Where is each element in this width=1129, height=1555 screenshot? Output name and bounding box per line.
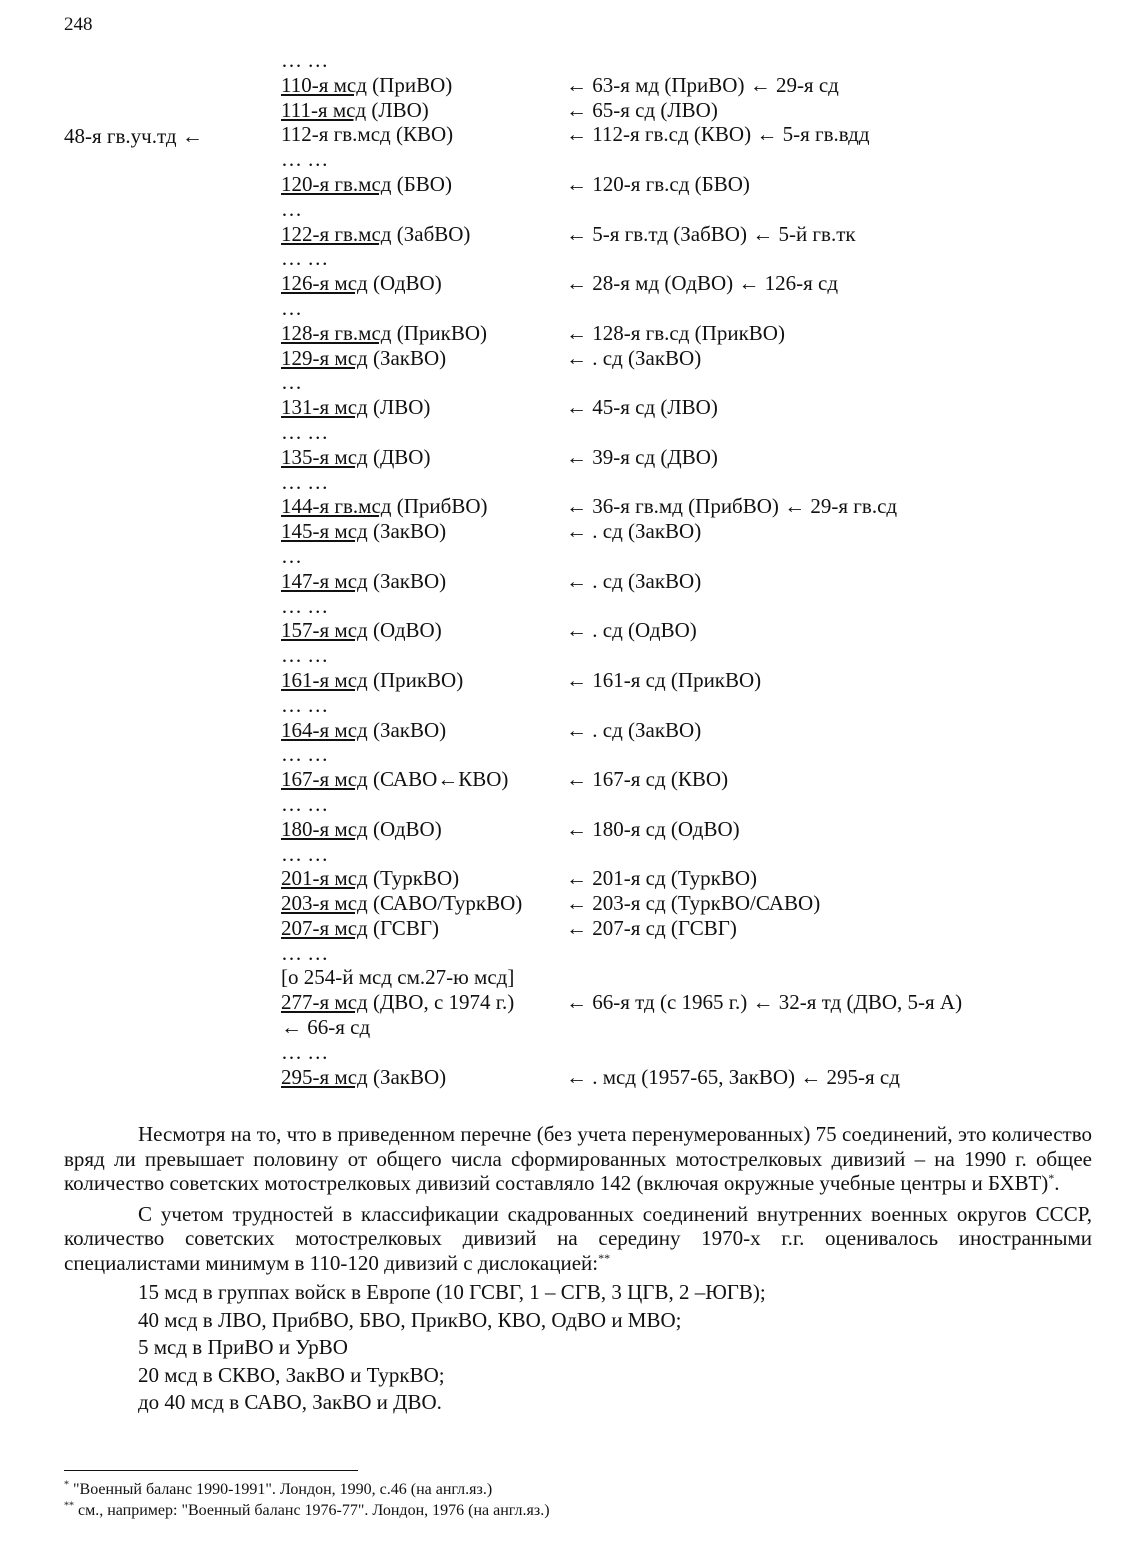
footnote-2-mark: ** bbox=[64, 1500, 74, 1512]
district: (САВО/ТуркВО) bbox=[367, 891, 523, 916]
division-list bbox=[281, 48, 1111, 1089]
district: (ЛВО) bbox=[367, 395, 431, 420]
ellipsis: … … bbox=[281, 1039, 329, 1064]
ellipsis: … … bbox=[281, 643, 329, 668]
division-number: 120-я гв.мсд bbox=[281, 171, 392, 196]
division-name bbox=[281, 866, 459, 891]
lineage: ← . сд (ЗакВО) bbox=[566, 717, 702, 742]
district: (ТуркВО) bbox=[367, 866, 460, 891]
division-name bbox=[281, 569, 446, 594]
district: (ПрикВО) bbox=[367, 667, 464, 692]
table-row bbox=[281, 618, 1111, 643]
division-number: 126-я мсд bbox=[281, 271, 368, 296]
ellipsis: … bbox=[281, 295, 302, 320]
division-number: 167-я мсд bbox=[281, 767, 368, 792]
table-row bbox=[281, 866, 1111, 891]
footnote-mark-2: ** bbox=[598, 1250, 611, 1265]
division-name bbox=[281, 494, 487, 519]
division-name bbox=[281, 346, 446, 371]
table-row bbox=[281, 569, 1111, 594]
table-row bbox=[281, 990, 1111, 1015]
division-name bbox=[281, 1015, 370, 1040]
division-name bbox=[281, 1040, 328, 1065]
division-name bbox=[281, 643, 328, 668]
lineage: ← . сд (ЗакВО) bbox=[566, 568, 702, 593]
table-row bbox=[281, 494, 1111, 519]
ellipsis: … … bbox=[281, 940, 329, 965]
table-row bbox=[281, 544, 1111, 569]
table-row bbox=[281, 842, 1111, 867]
table-row bbox=[281, 693, 1111, 718]
lineage: ← 36-я гв.мд (ПрибВО) ← 29-я гв.сд bbox=[566, 494, 898, 519]
list-item: 15 мсд в группах войск в Европе (10 ГСВГ, 1 – СГВ, 3 ЦГВ, 2 –ЮГВ); bbox=[138, 1280, 766, 1304]
ellipsis: … … bbox=[281, 742, 329, 767]
division-number: 203-я мсд bbox=[281, 891, 368, 916]
ellipsis: … … bbox=[281, 791, 329, 816]
list-item: до 40 мсд в САВО, ЗакВО и ДВО. bbox=[138, 1390, 442, 1414]
district: (ОдВО) bbox=[367, 618, 442, 643]
table-row bbox=[281, 147, 1111, 172]
district: (ЗакВО) bbox=[367, 519, 447, 544]
ellipsis: … … bbox=[281, 841, 329, 866]
table-row bbox=[281, 321, 1111, 346]
table-row bbox=[281, 519, 1111, 544]
paragraph-2-text: С учетом трудностей в классификации скадрованных соединений внутренних военных округов СССР, количество советских мотострелковых дивизий на середину 1970-х г.г. оценивалось иностранными специалистами минимум в 110-120 дивизий с дислокацией: bbox=[64, 1201, 1092, 1275]
lineage: ← . сд (ЗакВО) bbox=[566, 345, 702, 370]
district: (ЛВО) bbox=[366, 97, 429, 122]
division-number: 122-я гв.мсд bbox=[281, 221, 392, 246]
division-number: 131-я мсд bbox=[281, 395, 368, 420]
table-row bbox=[281, 296, 1111, 321]
division-name bbox=[281, 618, 442, 643]
division-name bbox=[281, 420, 328, 445]
lineage: ← 120-я гв.сд (БВО) bbox=[566, 171, 750, 196]
division-number: 145-я мсд bbox=[281, 519, 368, 544]
lineage: ← 207-я сд (ГСВГ) bbox=[566, 915, 737, 940]
lineage: ← 63-я мд (ПриВО) ← 29-я сд bbox=[566, 72, 839, 97]
district: (ГСВГ) bbox=[367, 915, 439, 940]
ellipsis: … bbox=[281, 370, 302, 395]
division-name bbox=[281, 817, 442, 842]
division-name bbox=[281, 544, 302, 569]
district: [о 254-й мсд см.27-ю мсд] bbox=[281, 965, 515, 990]
footnote-2 bbox=[64, 1500, 550, 1521]
division-number: 144-я гв.мсд bbox=[281, 494, 392, 519]
district: (ОдВО) bbox=[367, 816, 442, 841]
district: (ДВО, с 1974 г.) bbox=[367, 990, 515, 1015]
table-row bbox=[281, 395, 1111, 420]
division-name bbox=[281, 48, 328, 73]
lineage: ← 167-я сд (КВО) bbox=[566, 767, 729, 792]
footnote-1-mark: * bbox=[64, 1479, 69, 1491]
ellipsis: … … bbox=[281, 48, 329, 72]
table-row bbox=[281, 197, 1111, 222]
table-row bbox=[281, 271, 1111, 296]
division-name bbox=[281, 668, 463, 693]
district: (ЗакВО) bbox=[367, 568, 447, 593]
division-name bbox=[281, 965, 514, 990]
ellipsis: … … bbox=[281, 692, 329, 717]
district: (ЗабВО) bbox=[391, 221, 471, 246]
table-row bbox=[281, 222, 1111, 247]
division-name bbox=[281, 222, 470, 247]
division-name bbox=[281, 1065, 446, 1090]
lineage: ← . мсд (1957-65, ЗакВО) ← 295-я сд bbox=[566, 1064, 900, 1089]
district: (БВО) bbox=[391, 171, 452, 196]
table-row bbox=[281, 445, 1111, 470]
footnotes bbox=[64, 1479, 550, 1521]
lineage: ← 128-я гв.сд (ПрикВО) bbox=[566, 320, 785, 345]
division-name bbox=[281, 321, 487, 346]
lineage: ← 45-я сд (ЛВО) bbox=[566, 395, 718, 420]
table-row bbox=[281, 172, 1111, 197]
paragraph-1-text: Несмотря на то, что в приведенном перечне (без учета перенумерованных) 75 соединений, это количество вряд ли превышает половину от общего числа сформированных мотострелковых дивизий – на 1990 г. общее количество советских мотострелковых дивизий составляло 142 (включая окружные учебные центры и БХВТ) bbox=[64, 1122, 1092, 1195]
division-name bbox=[281, 445, 430, 470]
table-row bbox=[281, 817, 1111, 842]
lineage: ← 180-я сд (ОдВО) bbox=[566, 816, 740, 841]
division-name bbox=[281, 147, 328, 172]
lineage: ← 203-я сд (ТуркВО/САВО) bbox=[566, 891, 821, 916]
district: (ПрикВО) bbox=[391, 320, 487, 345]
division-number: 164-я мсд bbox=[281, 717, 368, 742]
district: (САВО←КВО) bbox=[367, 767, 509, 792]
footnote-1 bbox=[64, 1479, 550, 1500]
division-number: 161-я мсд bbox=[281, 667, 368, 692]
table-row bbox=[281, 98, 1111, 123]
district: (ЗакВО) bbox=[367, 345, 447, 370]
paragraph-2 bbox=[64, 1202, 1092, 1276]
district: (ЗакВО) bbox=[367, 717, 447, 742]
ellipsis: … … bbox=[281, 147, 329, 172]
district: (ЗакВО) bbox=[367, 1064, 447, 1089]
division-name bbox=[281, 693, 328, 718]
district: (ПрибВО) bbox=[391, 494, 488, 519]
district: (ПриВО) bbox=[366, 72, 453, 97]
list-item: 40 мсд в ЛВО, ПрибВО, БВО, ПрикВО, КВО, ОдВО и МВО; bbox=[138, 1307, 682, 1332]
table-row bbox=[281, 1065, 1111, 1090]
ellipsis: … … bbox=[281, 469, 329, 494]
ellipsis: … bbox=[281, 543, 302, 568]
division-number: 129-я мсд bbox=[281, 345, 368, 370]
list-item: 5 мсд в ПриВО и УрВО bbox=[138, 1335, 348, 1359]
table-row bbox=[281, 742, 1111, 767]
division-number: 180-я мсд bbox=[281, 816, 368, 841]
table-row bbox=[281, 941, 1111, 966]
division-name bbox=[281, 98, 429, 123]
division-number: 111-я мсд bbox=[281, 97, 367, 122]
lineage: ← 161-я сд (ПрикВО) bbox=[566, 667, 762, 692]
division-name bbox=[281, 395, 430, 420]
table-row bbox=[281, 48, 1111, 73]
division-number: 110-я мсд bbox=[281, 72, 367, 97]
division-name bbox=[281, 842, 328, 867]
ellipsis: … bbox=[281, 196, 302, 221]
ellipsis: … … bbox=[281, 246, 329, 271]
table-row bbox=[281, 470, 1111, 495]
division-name bbox=[281, 73, 452, 98]
lineage: ← 39-я сд (ДВО) bbox=[566, 444, 718, 469]
division-name bbox=[281, 296, 302, 321]
footnote-divider bbox=[64, 1470, 358, 1471]
division-number: 201-я мсд bbox=[281, 866, 368, 891]
division-name bbox=[281, 370, 302, 395]
lineage: ← 112-я гв.сд (КВО) ← 5-я гв.вдд bbox=[566, 122, 870, 147]
table-row bbox=[281, 122, 1111, 147]
division-name bbox=[281, 990, 514, 1015]
division-name bbox=[281, 271, 442, 296]
division-name bbox=[281, 594, 328, 619]
division-name bbox=[281, 792, 328, 817]
table-row bbox=[281, 916, 1111, 941]
division-name bbox=[281, 718, 446, 743]
table-row bbox=[281, 246, 1111, 271]
district: ← 66-я сд bbox=[281, 1015, 371, 1040]
division-name bbox=[281, 891, 522, 916]
division-name bbox=[281, 519, 446, 544]
division-name bbox=[281, 122, 453, 147]
district: (ДВО) bbox=[367, 444, 431, 469]
lineage: ← 201-я сд (ТуркВО) bbox=[566, 866, 758, 891]
division-number: 147-я мсд bbox=[281, 568, 368, 593]
table-row bbox=[281, 73, 1111, 98]
footnote-mark-1: * bbox=[1048, 1171, 1055, 1185]
lineage: ← . сд (ЗакВО) bbox=[566, 519, 702, 544]
body-text bbox=[64, 1122, 1092, 1417]
division-name bbox=[281, 172, 452, 197]
list-item: 20 мсд в СКВО, ЗакВО и ТуркВО; bbox=[138, 1362, 445, 1387]
division-name bbox=[281, 767, 508, 792]
lineage: ← 28-я мд (ОдВО) ← 126-я сд bbox=[566, 271, 839, 296]
table-row bbox=[281, 668, 1111, 693]
table-row bbox=[281, 718, 1111, 743]
lineage: ← . сд (ОдВО) bbox=[566, 618, 697, 643]
division-name bbox=[281, 916, 439, 941]
table-row bbox=[281, 891, 1111, 916]
table-row bbox=[281, 965, 1111, 990]
table-row bbox=[281, 370, 1111, 395]
deployment-list bbox=[138, 1279, 1092, 1417]
footnote-1-text: "Военный баланс 1990-1991". Лондон, 1990, с.46 (на англ.яз.) bbox=[69, 1481, 493, 1498]
division-number: 128-я гв.мсд bbox=[281, 320, 392, 345]
ellipsis: … … bbox=[281, 419, 329, 444]
training-division-label: 48-я гв.уч.тд ← bbox=[64, 124, 203, 148]
ellipsis: … … bbox=[281, 593, 329, 618]
table-row bbox=[281, 594, 1111, 619]
table-row bbox=[281, 1015, 1111, 1040]
division-number: 207-я мсд bbox=[281, 915, 368, 940]
division-name bbox=[281, 470, 328, 495]
paragraph-1-end: . bbox=[1054, 1171, 1060, 1195]
division-name bbox=[281, 941, 328, 966]
table-row bbox=[281, 1040, 1111, 1065]
lineage: ← 5-я гв.тд (ЗабВО) ← 5-й гв.тк bbox=[566, 221, 856, 246]
table-row bbox=[281, 767, 1111, 792]
division-number: 295-я мсд bbox=[281, 1064, 368, 1089]
division-number: 157-я мсд bbox=[281, 618, 368, 643]
division-number: 135-я мсд bbox=[281, 444, 368, 469]
lineage: ← 65-я сд (ЛВО) bbox=[566, 97, 718, 122]
paragraph-1 bbox=[64, 1122, 1092, 1196]
page-number: 248 bbox=[64, 14, 93, 35]
division-name bbox=[281, 246, 328, 271]
lineage: ← 66-я тд (с 1965 г.) ← 32-я тд (ДВО, 5-я А) bbox=[566, 990, 963, 1015]
table-row bbox=[281, 346, 1111, 371]
table-row bbox=[281, 420, 1111, 445]
district: 112-я гв.мсд (КВО) bbox=[281, 122, 454, 147]
division-name bbox=[281, 197, 302, 222]
division-number: 277-я мсд bbox=[281, 990, 368, 1015]
district: (ОдВО) bbox=[367, 271, 442, 296]
table-row bbox=[281, 643, 1111, 668]
table-row bbox=[281, 792, 1111, 817]
division-name bbox=[281, 742, 328, 767]
footnote-2-text: см., например: "Военный баланс 1976-77". Лондон, 1976 (на англ.яз.) bbox=[74, 1502, 550, 1519]
